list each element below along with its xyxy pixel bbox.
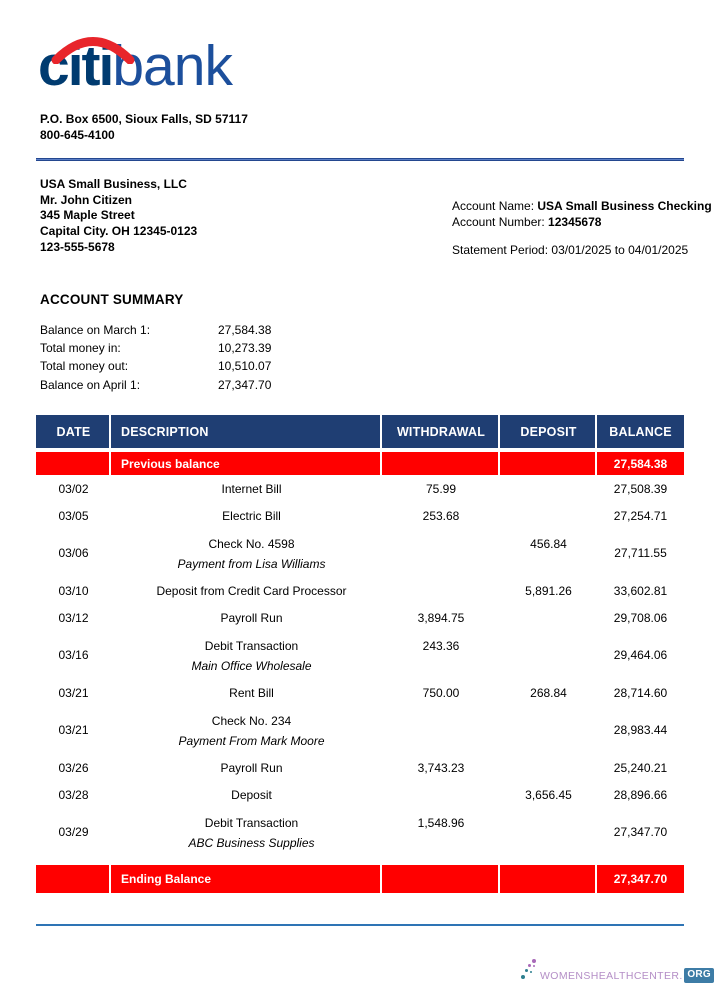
prev-deposit-cell	[500, 452, 597, 475]
column-header-withdrawal: WITHDRAWAL	[382, 415, 500, 448]
column-header-deposit: DEPOSIT	[500, 415, 597, 448]
txn-description	[111, 529, 382, 577]
txn-date: 03/26	[58, 760, 89, 775]
customer-address-block	[40, 177, 197, 256]
txn-description-note: Main Office Wholesale	[191, 659, 312, 674]
txn-withdrawal	[382, 706, 500, 754]
prev-withdrawal-cell	[382, 452, 500, 475]
bank-address-block	[40, 112, 720, 143]
txn-deposit	[500, 502, 597, 529]
end-deposit-cell	[500, 865, 597, 893]
info-row	[0, 177, 720, 256]
table-row	[36, 529, 684, 577]
txn-description	[111, 475, 382, 502]
txn-withdrawal: 3,743.23	[417, 760, 465, 775]
summary-label: Balance on March 1:	[40, 322, 151, 337]
prev-date-cell	[36, 452, 111, 475]
previous-balance-value: 27,584.38	[613, 456, 668, 471]
account-name-line	[452, 198, 712, 214]
end-withdrawal-cell	[382, 865, 500, 893]
txn-withdrawal	[382, 529, 500, 577]
txn-date: 03/21	[58, 723, 89, 738]
table-row	[36, 706, 684, 754]
txn-description-main: Deposit	[231, 787, 272, 802]
header-divider	[36, 158, 684, 161]
txn-withdrawal: 253.68	[422, 508, 460, 523]
txn-balance: 28,896.66	[613, 787, 668, 802]
account-summary-title: ACCOUNT SUMMARY	[40, 291, 184, 307]
txn-withdrawal: 243.36	[422, 639, 460, 654]
txn-description-main: Payroll Run	[220, 610, 283, 625]
watermark	[520, 957, 714, 983]
bank-phone: 800-645-4100	[40, 127, 115, 142]
summary-label: Total money out:	[40, 359, 129, 374]
txn-date: 03/02	[58, 481, 89, 496]
txn-date: 03/12	[58, 610, 89, 625]
txn-description-main: Rent Bill	[229, 685, 274, 700]
txn-description	[111, 604, 382, 631]
table-row	[36, 679, 684, 706]
transaction-rows	[36, 475, 684, 856]
txn-description-main: Internet Bill	[221, 481, 282, 496]
txn-date: 03/05	[58, 508, 89, 523]
txn-description	[111, 679, 382, 706]
summary-value: 10,273.39	[218, 340, 272, 355]
summary-row	[40, 321, 720, 339]
customer-address-line: Mr. John Citizen	[40, 192, 133, 207]
table-row	[36, 577, 684, 604]
ending-balance-label: Ending Balance	[111, 865, 382, 893]
transaction-table	[36, 415, 684, 893]
ending-balance-row	[36, 865, 684, 893]
txn-description	[111, 631, 382, 679]
column-header-description: DESCRIPTION	[111, 415, 382, 448]
txn-balance: 29,708.06	[613, 610, 668, 625]
txn-deposit: 456.84	[530, 537, 567, 552]
txn-description-main: Debit Transaction	[204, 639, 299, 654]
txn-description-note: Payment from Lisa Williams	[177, 557, 326, 572]
bank-po-box: P.O. Box 6500, Sioux Falls, SD 57117	[40, 112, 248, 126]
table-row	[36, 631, 684, 679]
txn-description-main: Check No. 4598	[208, 537, 295, 552]
txn-date: 03/29	[58, 825, 89, 840]
txn-description-main: Debit Transaction	[204, 816, 299, 831]
ending-balance-value: 27,347.70	[613, 872, 668, 887]
txn-description	[111, 781, 382, 808]
account-summary-table	[40, 321, 720, 395]
txn-balance: 27,254.71	[613, 508, 668, 523]
txn-description-main: Payroll Run	[220, 760, 283, 775]
txn-description-main: Check No. 234	[211, 714, 292, 729]
txn-description-main: Electric Bill	[222, 508, 281, 523]
table-row	[36, 502, 684, 529]
txn-deposit	[500, 754, 597, 781]
txn-balance: 27,347.70	[613, 825, 668, 840]
txn-deposit: 5,891.26	[525, 583, 572, 598]
account-info-block	[452, 198, 712, 258]
txn-description-main: Deposit from Credit Card Processor	[156, 583, 347, 598]
previous-balance-label: Previous balance	[111, 452, 382, 475]
txn-date: 03/10	[58, 583, 89, 598]
column-header-balance: BALANCE	[609, 424, 672, 439]
txn-balance: 27,711.55	[614, 546, 667, 561]
citi-arc-icon	[51, 32, 135, 64]
account-number-value: 12345678	[548, 215, 602, 229]
summary-row	[40, 339, 720, 357]
account-name-label: Account Name:	[452, 199, 538, 213]
txn-withdrawal: 3,894.75	[417, 610, 465, 625]
column-header-date: DATE	[36, 415, 111, 448]
footer-rule	[36, 924, 684, 926]
customer-address-line: Capital City. OH 12345-0123	[40, 224, 198, 239]
watermark-text: WOMENSHEALTHCENTER	[539, 970, 680, 982]
txn-deposit: 3,656.45	[525, 787, 572, 802]
txn-deposit	[500, 604, 597, 631]
summary-value: 27,347.70	[218, 377, 272, 392]
transaction-table-header	[36, 415, 684, 448]
account-number-line	[452, 214, 712, 230]
account-name-value: USA Small Business Checking	[537, 199, 712, 213]
summary-label: Balance on April 1:	[40, 377, 141, 392]
txn-description	[111, 502, 382, 529]
customer-address-line: USA Small Business, LLC	[40, 177, 187, 191]
customer-address-line: 345 Maple Street	[40, 208, 135, 223]
txn-withdrawal: 1,548.96	[417, 816, 465, 831]
statement-period-label: Statement Period:	[452, 243, 552, 257]
txn-date: 03/06	[58, 546, 89, 561]
end-date-cell	[36, 865, 111, 893]
txn-balance: 28,714.60	[613, 685, 668, 700]
table-row	[36, 604, 684, 631]
txn-deposit	[500, 706, 597, 754]
watermark-org-badge: ORG	[684, 968, 714, 983]
txn-description	[111, 808, 382, 856]
citibank-logo	[38, 34, 232, 98]
table-row	[36, 475, 684, 502]
txn-description	[111, 706, 382, 754]
statement-period-line	[452, 242, 712, 258]
logo-bank: bank	[112, 34, 232, 98]
txn-description	[111, 577, 382, 604]
txn-withdrawal: 750.00	[422, 685, 460, 700]
txn-date: 03/21	[58, 685, 89, 700]
table-row	[36, 781, 684, 808]
watermark-separator: .	[679, 970, 683, 982]
summary-row	[40, 376, 720, 394]
txn-deposit	[500, 631, 597, 679]
txn-balance: 28,983.44	[613, 723, 668, 738]
txn-description	[111, 754, 382, 781]
txn-deposit	[500, 808, 597, 856]
txn-description-note: ABC Business Supplies	[188, 836, 315, 851]
previous-balance-row	[36, 452, 684, 475]
summary-value: 10,510.07	[218, 359, 272, 374]
txn-withdrawal	[382, 781, 500, 808]
txn-balance: 29,464.06	[613, 648, 668, 663]
txn-deposit	[500, 475, 597, 502]
statement-period-value: 03/01/2025 to 04/01/2025	[551, 243, 689, 257]
account-number-label: Account Number:	[452, 215, 549, 229]
watermark-dots-icon	[520, 957, 540, 983]
customer-address-line: 123-555-5678	[40, 239, 115, 254]
summary-row	[40, 357, 720, 375]
logo-citi: citi	[38, 34, 113, 98]
summary-label: Total money in:	[40, 340, 121, 355]
summary-value: 27,584.38	[218, 322, 272, 337]
txn-balance: 33,602.81	[613, 583, 668, 598]
table-row	[36, 808, 684, 856]
txn-description-note: Payment From Mark Moore	[178, 734, 325, 749]
txn-date: 03/28	[58, 787, 89, 802]
txn-balance: 27,508.39	[613, 481, 668, 496]
table-row	[36, 754, 684, 781]
txn-deposit: 268.84	[530, 685, 567, 700]
txn-balance: 25,240.21	[613, 760, 668, 775]
txn-date: 03/16	[58, 648, 89, 663]
txn-withdrawal	[382, 577, 500, 604]
txn-withdrawal: 75.99	[425, 481, 457, 496]
